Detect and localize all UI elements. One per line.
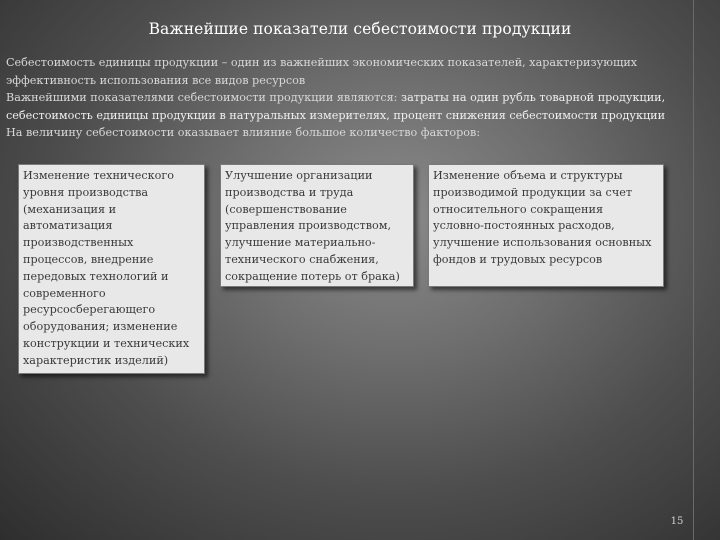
body-text — [6, 54, 696, 142]
paragraph-indicators-list: затраты на один рубль товарной продукции, себестоимость единицы продукции в натуральных измерителях, процент снижения себестоимости продукции — [6, 91, 666, 122]
factor-box-organization — [220, 164, 414, 287]
factor-box-technical-text: Изменение технического уровня производства (механизация и автоматизация производственных процессов, внедрение передовых технологий и современного ресурсосберегающего оборудования; изменение конструкции и технических характеристик изделий) — [23, 169, 190, 367]
slide-title: Важнейшие показатели себестоимости продукции — [148, 20, 572, 38]
factor-box-volume-structure — [428, 164, 664, 287]
factor-box-organization-text: Улучшение организации производства и труда (совершенствование управления производством, улучшение материально-технического снабжения, сокращение потерь от брака) — [225, 169, 400, 283]
paragraph-factors: На величину себестоимости оказывает влияние большое количество факторов: — [6, 126, 481, 140]
factor-box-volume-structure-text: Изменение объема и структуры производимой продукции за счет относительного сокращения условно-постоянных расходов, улучшение использования основных фондов и трудовых ресурсов — [433, 169, 652, 266]
paragraph-definition: Себестоимость единицы продукции – один из важнейших экономических показателей, характеризующих эффективность использования все видов ресурсов — [6, 56, 638, 87]
paragraph-indicators — [6, 89, 696, 124]
factor-box-technical — [18, 164, 205, 374]
paragraph-indicators-lead: Важнейшими показателями себестоимости продукции являются: — [6, 91, 401, 105]
page-number: 15 — [670, 516, 684, 527]
